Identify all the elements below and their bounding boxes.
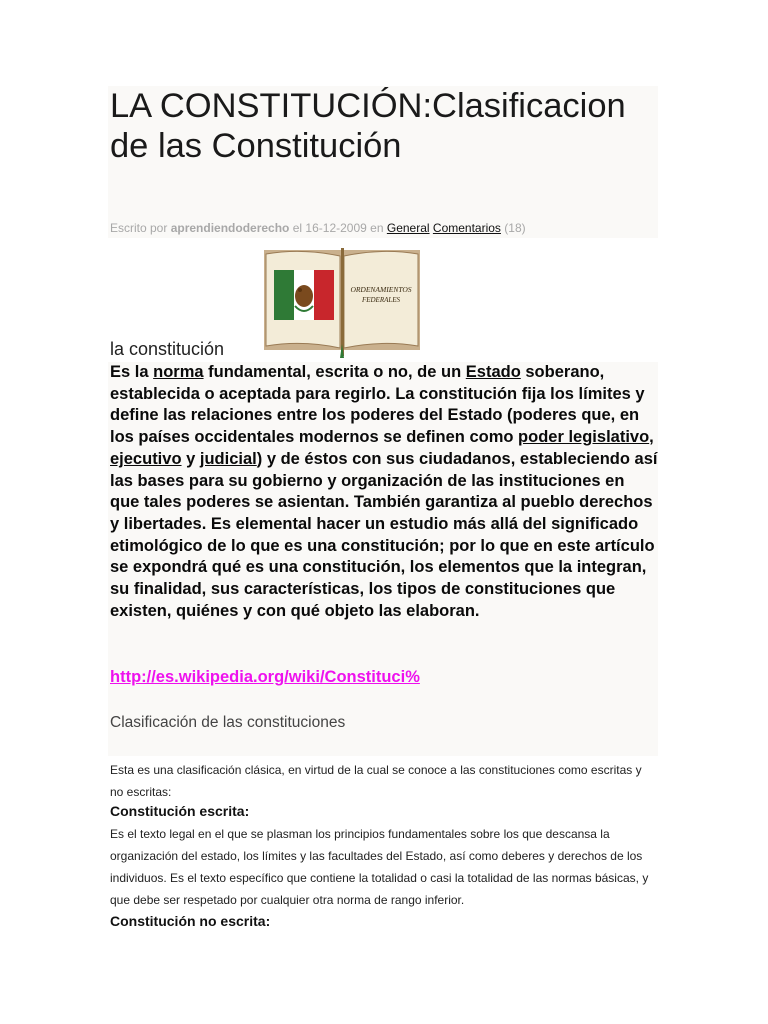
article-title: LA CONSTITUCIÓN:Clasificacion de las Constitución <box>110 87 626 165</box>
category-link[interactable]: General <box>386 221 430 235</box>
book-illustration <box>262 246 422 358</box>
book-title-text: ORDENAMIENTOS <box>350 285 412 294</box>
comments-count: (18) <box>504 221 526 235</box>
meta-author[interactable]: aprendiendoderecho <box>170 221 290 235</box>
article-body <box>108 362 658 756</box>
body-paragraph: Es la norma fundamental, escrita o no, de un Estado soberano, establecida o aceptada para regirlo. La constitución fija los límites y define las relaciones entre los poderes del Estado (poderes que, en los países occidentales modernos se definen como poder legislativo, ejecutivo y judicial) y de éstos con sus ciudadanos, estableciendo así las bases para su gobierno y organización de las instituciones en que tales poderes se asientan. También garantiza al pueblo derechos y libertades. Es elemental hacer un estudio más allá del significado etimológico de lo que es una constitución; por lo que en este artículo se expondrá qué es una constitución, los elementos que la integran, su finalidad, sus características, los tipos de constituciones que existen, quiénes y con qué objeto las elaboran. <box>110 363 658 620</box>
link-poder-legislativo[interactable]: poder legislativo <box>518 428 650 447</box>
article-meta <box>110 221 526 235</box>
no-escrita-heading: Constitución no escrita: <box>110 913 271 929</box>
meta-in-prefix: en <box>370 221 384 235</box>
link-norma[interactable]: norma <box>153 363 204 381</box>
clasificacion-heading: Clasificación de las constituciones <box>110 714 346 731</box>
meta-date-prefix: el <box>292 221 303 235</box>
link-judicial[interactable]: judicial <box>199 449 257 468</box>
meta-date: 16-12-2009 <box>305 221 367 235</box>
link-estado[interactable]: Estado <box>465 363 521 381</box>
link-ejecutivo[interactable]: ejecutivo <box>110 449 182 468</box>
clasificacion-intro: Esta es una clasificación clásica, en virtud de la cual se conoce a las constituciones como escritas y no escritas: <box>110 763 642 799</box>
meta-by-prefix: Escrito por <box>110 221 168 235</box>
section-label: la constitución <box>110 339 225 359</box>
wikipedia-link[interactable]: http://es.wikipedia.org/wiki/Constituci% <box>110 668 420 686</box>
comments-link[interactable]: Comentarios <box>432 221 501 235</box>
escrita-text: Es el texto legal en el que se plasman los principios fundamentales sobre los que descansa la organización del estado, los límites y las facultades del Estado, así como deberes y derechos de los individuos. Es el texto específico que contiene la totalidad o casi la totalidad de las normas básicas, y que debe ser respetado por cualquier otra norma de rango inferior. <box>110 827 649 907</box>
book-subtitle-text: FEDERALES <box>361 296 401 304</box>
article-header <box>108 86 658 238</box>
escrita-heading: Constitución escrita: <box>110 803 250 819</box>
